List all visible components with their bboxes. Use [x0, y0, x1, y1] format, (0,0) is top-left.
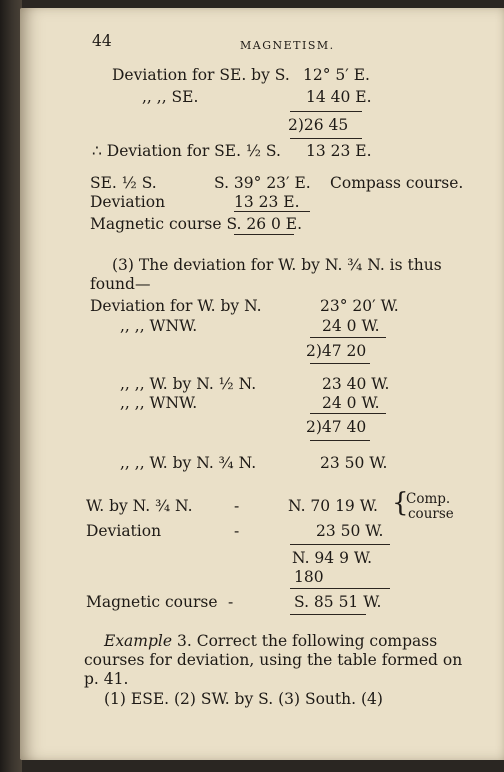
- sum-rule: [310, 440, 370, 441]
- sum-rule: [290, 614, 366, 615]
- deviation-label: Deviation: [90, 193, 166, 211]
- magnetic-course-line: Magnetic course S. 26 0 E.: [90, 215, 303, 233]
- calc-row-value: 24 0 W.: [322, 394, 380, 412]
- deviation-label: Deviation: [86, 522, 162, 540]
- example-label: Example: [104, 632, 173, 650]
- calc-row-label: ,, ,, WNW.: [120, 394, 198, 412]
- sum-rule: [234, 211, 310, 212]
- dash: -: [234, 497, 240, 515]
- calc-row-value: 23° 20′ W.: [320, 297, 399, 315]
- example-line-1: [104, 632, 437, 650]
- sum-rule: [234, 234, 294, 235]
- sum-rule: [290, 111, 362, 112]
- sum-rule: [290, 138, 362, 139]
- comp-label: Comp.: [406, 491, 451, 507]
- sum-value: N. 94 9 W.: [292, 549, 373, 567]
- calc-row-label: ,, ,, WNW.: [120, 317, 198, 335]
- paragraph-line: found—: [90, 275, 151, 293]
- calc-row-value: 23 50 W.: [320, 454, 388, 472]
- calc-row-value: 12° 5′ E.: [303, 66, 370, 84]
- course-note: Compass course.: [330, 174, 464, 192]
- course-value: N. 70 19 W.: [288, 497, 378, 515]
- page-number: 44: [92, 32, 112, 50]
- brace: {: [392, 488, 409, 518]
- sum-rule: [310, 413, 386, 414]
- book-spine: [0, 0, 22, 772]
- course-label: SE. ½ S.: [90, 174, 157, 192]
- calc-row-label: ∴ Deviation for SE. ½ S.: [92, 142, 281, 160]
- book-page: [20, 8, 504, 760]
- calc-row-value: 23 40 W.: [322, 375, 390, 393]
- example-text: 3. Correct the following compass: [177, 632, 438, 650]
- example-line: (1) ESE. (2) SW. by S. (3) South. (4): [104, 690, 383, 708]
- sum-value: 2)26 45: [288, 116, 349, 134]
- course-value: S. 39° 23′ E.: [214, 174, 311, 192]
- deviation-value: 23 50 W.: [316, 522, 384, 540]
- course-label-small: course: [408, 506, 454, 522]
- example-line: p. 41.: [84, 670, 129, 688]
- calc-row-label: Deviation for W. by N.: [90, 297, 262, 315]
- calc-row-label: ,, ,, SE.: [142, 88, 199, 106]
- running-title: MAGNETISM.: [240, 39, 335, 52]
- calc-row-label: ,, ,, W. by N. ½ N.: [120, 375, 257, 393]
- sum-rule: [310, 363, 370, 364]
- sum-value: 2)47 40: [306, 418, 367, 436]
- calc-row-value: 14 40 E.: [306, 88, 372, 106]
- dash: -: [234, 522, 240, 540]
- calc-row-label: Deviation for SE. by S.: [112, 66, 290, 84]
- sum-rule: [310, 337, 386, 338]
- sum-value: 2)47 20: [306, 342, 367, 360]
- course-label: W. by N. ¾ N.: [86, 497, 193, 515]
- paragraph-line: (3) The deviation for W. by N. ¾ N. is thus: [112, 256, 442, 274]
- magnetic-course-value: S. 85 51 W.: [294, 593, 382, 611]
- calc-row-value: 13 23 E.: [306, 142, 372, 160]
- subtrahend: 180: [294, 568, 324, 586]
- sum-rule: [290, 588, 390, 589]
- deviation-value: 13 23 E.: [234, 193, 300, 211]
- sum-rule: [290, 544, 390, 545]
- calc-row-label: ,, ,, W. by N. ¾ N.: [120, 454, 257, 472]
- magnetic-course-label: Magnetic course: [86, 593, 218, 611]
- calc-row-value: 24 0 W.: [322, 317, 380, 335]
- dash: -: [228, 593, 234, 611]
- example-line: courses for deviation, using the table formed on: [84, 651, 463, 669]
